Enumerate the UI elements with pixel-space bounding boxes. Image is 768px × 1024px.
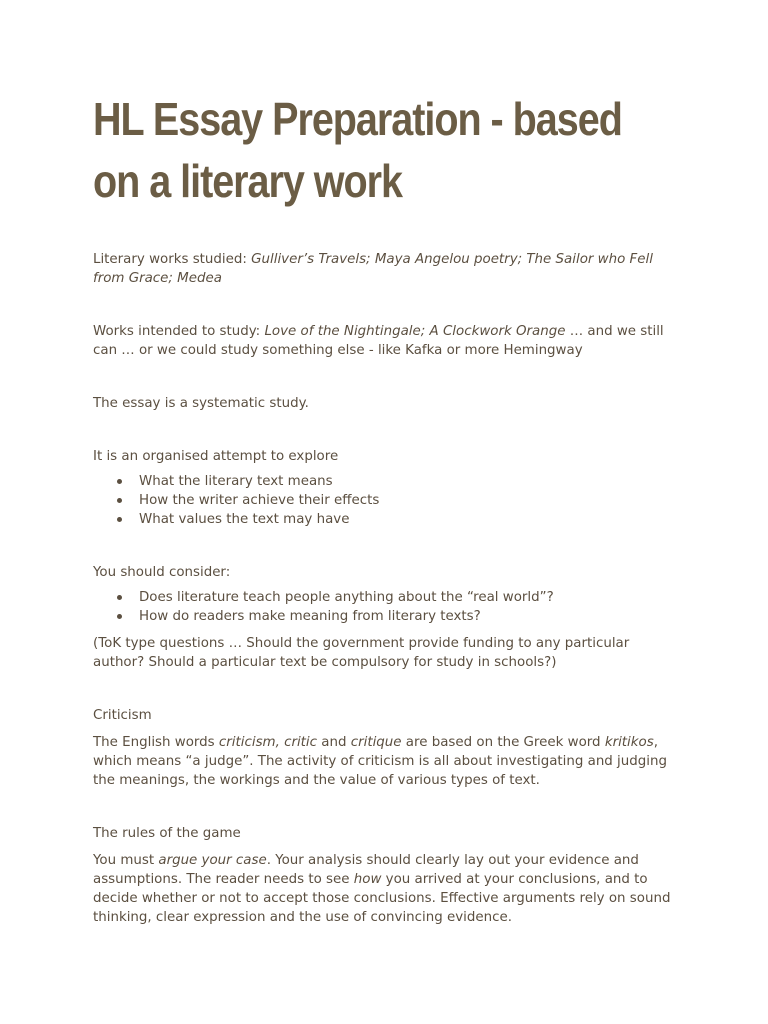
systematic-paragraph: The essay is a systematic study. <box>93 396 309 411</box>
text-run: . Your analysis should clearly lay out your evidence and assumptions. The reader needs to see <box>93 853 639 887</box>
explore-intro: It is an organised attempt to explore <box>93 449 339 464</box>
studied-works: Gulliver’s Travels; Maya Angelou poetry; The Sailor who Fell from Grace; Medea <box>93 252 653 286</box>
intended-works: Love of the Nightingale; A Clockwork Orange <box>264 324 566 339</box>
text-run: are based on the Greek word <box>401 735 605 750</box>
list-item: How do readers make meaning from literary texts? <box>139 607 678 626</box>
list-item: Does literature teach people anything about the “real world”? <box>139 588 678 607</box>
list-item: How the writer achieve their effects <box>139 491 678 510</box>
emphasis-run: argue your case <box>158 853 267 868</box>
list-item: What the literary text means <box>139 472 678 491</box>
criticism-heading: Criticism <box>93 708 152 723</box>
document-title: HL Essay Preparation - based on a literary work <box>93 93 622 207</box>
emphasis-run: kritikos <box>604 735 654 750</box>
intended-label: Works intended to study: <box>93 324 265 339</box>
text-run: You must <box>93 853 159 868</box>
emphasis-run: criticism, critic <box>218 735 318 750</box>
rules-heading: The rules of the game <box>93 826 241 841</box>
consider-list <box>93 588 678 626</box>
text-run: The English words <box>93 735 219 750</box>
rules-paragraph <box>93 851 678 927</box>
text-run: , which means “a judge”. The activity of criticism is all about investigating and judging the meanings, the workings and the value of various types of text. <box>93 735 667 788</box>
criticism-paragraph <box>93 733 678 790</box>
document-page <box>93 88 678 927</box>
intended-rest: … and we still can … or we could study something else - like Kafka or more Hemingway <box>93 324 664 358</box>
explore-list <box>93 472 678 529</box>
studied-paragraph <box>93 250 678 288</box>
studied-label: Literary works studied: <box>93 252 252 267</box>
emphasis-run: how <box>353 872 382 887</box>
emphasis-run: critique <box>350 735 402 750</box>
text-run: you arrived at your conclusions, and to decide whether or not to accept those conclusions. Effective arguments rely on sound thinking, clear expression and the use of convincing evidence. <box>93 872 671 925</box>
consider-intro: You should consider: <box>93 565 231 580</box>
tok-paragraph: (ToK type questions … Should the government provide funding to any particular author? Should a particular text be compulsory for study in schools?) <box>93 636 630 670</box>
list-item: What values the text may have <box>139 510 678 529</box>
text-run: and <box>317 735 351 750</box>
intended-paragraph <box>93 322 678 360</box>
